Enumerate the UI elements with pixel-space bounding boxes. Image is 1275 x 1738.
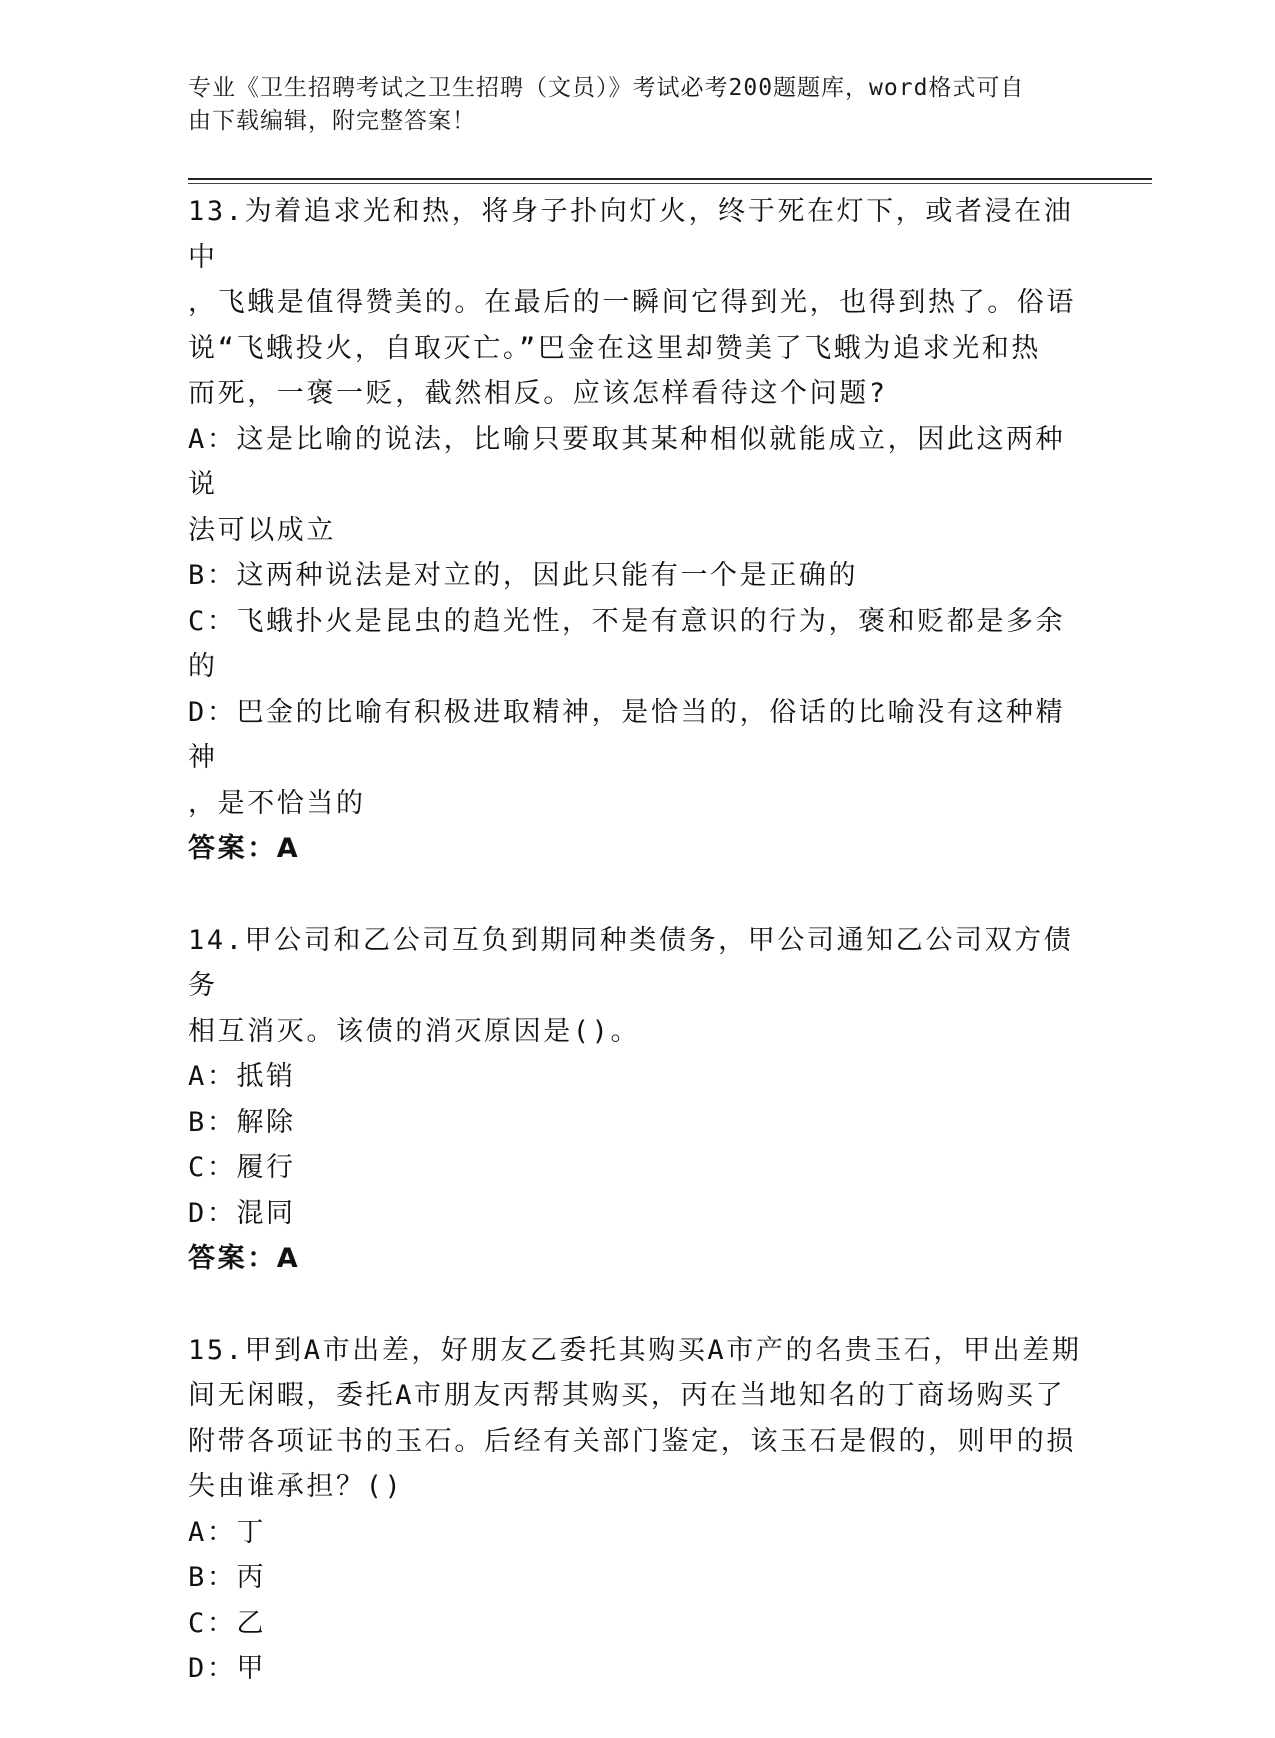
question-stem-line: 相互消灭。该债的消灭原因是()。 bbox=[188, 1015, 641, 1047]
option-c: C：乙 bbox=[188, 1607, 267, 1639]
question-list bbox=[188, 189, 1088, 1738]
option-b: B：丙 bbox=[188, 1562, 267, 1593]
option-d: D：巴金的比喻有积极进取精神，是恰当的，俗话的比喻没有这种精神 bbox=[188, 696, 1066, 773]
question-stem-line: 15.甲到A市出差，好朋友乙委托其购买A市产的名贵玉石，甲出差期 bbox=[188, 1334, 1082, 1366]
header-line-2: 由下载编辑，附完整答案！ bbox=[188, 108, 476, 134]
document-header bbox=[188, 72, 1068, 138]
option-d: D：混同 bbox=[188, 1197, 296, 1229]
question-14 bbox=[188, 918, 1088, 1282]
question-stem-line: 13.为着追求光和热，将身子扑向灯火，终于死在灯下，或者浸在油中 bbox=[188, 196, 1074, 273]
header-divider-thin bbox=[188, 183, 1152, 184]
question-15 bbox=[188, 1328, 1088, 1692]
answer-label: 答案：A bbox=[188, 1243, 301, 1274]
option-b: B：解除 bbox=[188, 1106, 296, 1138]
option-d: D：甲 bbox=[188, 1653, 267, 1684]
option-a: A：抵销 bbox=[188, 1061, 296, 1092]
option-a-continued: 法可以成立 bbox=[188, 514, 336, 546]
option-b: B：这两种说法是对立的，因此只能有一个是正确的 bbox=[188, 560, 859, 591]
question-stem-line: 而死，一褒一贬，截然相反。应该怎样看待这个问题? bbox=[188, 378, 888, 409]
header-divider bbox=[188, 178, 1152, 180]
question-stem-line: 说“飞蛾投火，自取灭亡。”巴金在这里却赞美了飞蛾为追求光和热 bbox=[188, 332, 1042, 364]
option-a: A：这是比喻的说法，比喻只要取其某种相似就能成立，因此这两种说 bbox=[188, 423, 1066, 500]
option-a: A：丁 bbox=[188, 1516, 267, 1548]
question-13 bbox=[188, 189, 1088, 872]
header-line-1: 专业《卫生招聘考试之卫生招聘（文员）》考试必考200题题库，word格式可自 bbox=[188, 75, 1025, 101]
question-stem-line: 14.甲公司和乙公司互负到期同种类债务，甲公司通知乙公司双方债务 bbox=[188, 924, 1074, 1001]
option-d-continued: ，是不恰当的 bbox=[188, 787, 366, 819]
question-stem-line: 间无闲暇，委托A市朋友丙帮其购买，丙在当地知名的丁商场购买了 bbox=[188, 1380, 1066, 1411]
option-c: C：飞蛾扑火是昆虫的趋光性，不是有意识的行为，褒和贬都是多余的 bbox=[188, 605, 1066, 682]
option-c: C：履行 bbox=[188, 1152, 296, 1183]
question-stem-line: 附带各项证书的玉石。后经有关部门鉴定，该玉石是假的，则甲的损 bbox=[188, 1425, 1076, 1457]
question-stem-line: ，飞蛾是值得赞美的。在最后的一瞬间它得到光，也得到热了。俗语 bbox=[188, 287, 1076, 318]
question-stem-line: 失由谁承担？() bbox=[188, 1471, 404, 1502]
answer-label: 答案：A bbox=[188, 833, 301, 864]
